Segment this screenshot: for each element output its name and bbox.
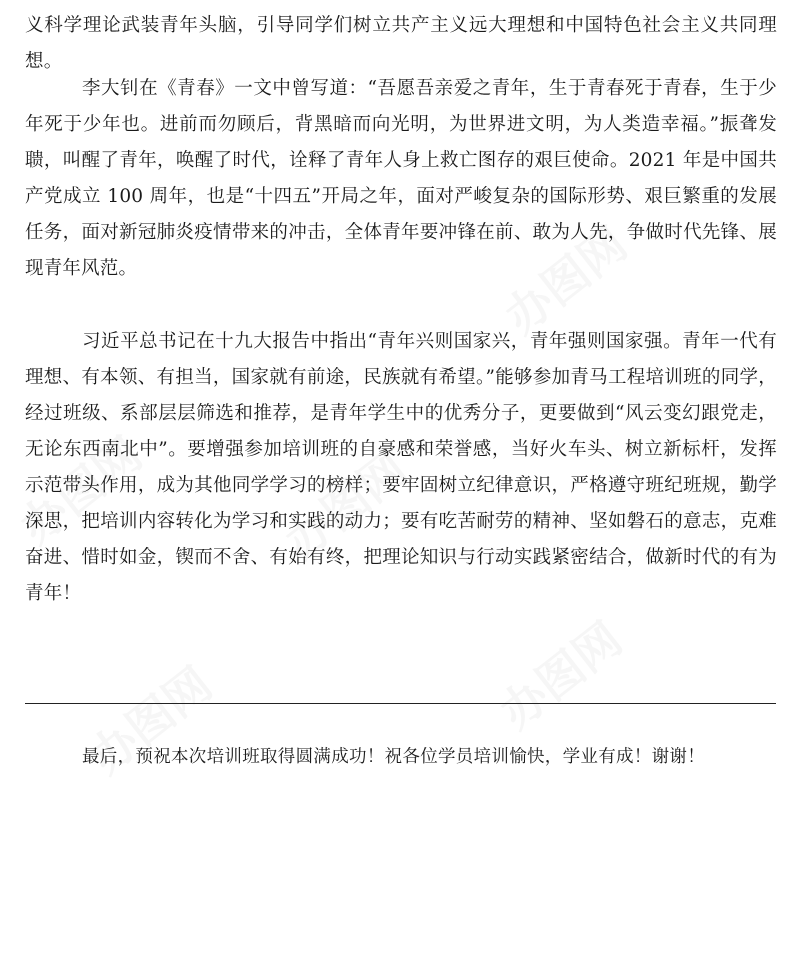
paragraph-xi-jinping-quote: 习近平总书记在十九大报告中指出“青年兴则国家兴，青年强则国家强。青年一代有理想、有本领、有担当，国家就有前途，民族就有希望。”能够参加青马工程培训班的同学，经过班级、系部层层筛选和推荐，是青年学生中的优秀分子，更要做到“风云变幻跟党走，无论东西南北中”。要增强参加培训班的自豪感和荣誉感，当好火车头、树立新标杆，发挥示范带头作用，成为其他同学学习的榜样；要牢固树立纪律意识，严格遵守班纪班规，勤学深思，把培训内容转化为学习和实践的动力；要有吃苦耐劳的精神、坚如磐石的意志，克难奋进、惜时如金，锲而不舍、有始有终，把理论知识与行动实践紧密结合，做新时代的有为青年！ xyxy=(25,331,777,604)
watermark: 办图网 xyxy=(79,656,222,785)
watermark: 办图网 xyxy=(9,426,152,555)
watermark: 办图网 xyxy=(494,216,637,345)
paragraph-continuation: 义科学理论武装青年头脑，引导同学们树立共产主义远大理想和中国特色社会主义共同理想。 xyxy=(25,15,777,72)
paragraph-li-dazhao-quote: 李大钊在《青春》一文中曾写道：“吾愿吾亲爱之青年，生于青春死于青春，生于少年死于少年也。进前而勿顾后，背黑暗而向光明，为世界进文明，为人类造幸福。”振聋发聩，叫醒了青年，唤醒了时代，诠释了青年人身上救亡图存的艰巨使命。2021 年是中国共产党成立 100 周年，也是“十四五”开局之年，面对严峻复杂的国际形势、艰巨繁重的发展任务，面对新冠肺炎疫情带来的冲击，全体青年要冲锋在前、敢为人先，争做时代先锋、展现青年风范。 xyxy=(25,78,777,279)
closing-remarks: 最后，预祝本次培训班取得圆满成功！祝各位学员培训愉快，学业有成！谢谢！ xyxy=(82,747,705,767)
watermark: 办图网 xyxy=(489,611,632,740)
section-divider xyxy=(25,703,776,704)
watermark: 办图网 xyxy=(274,441,417,570)
